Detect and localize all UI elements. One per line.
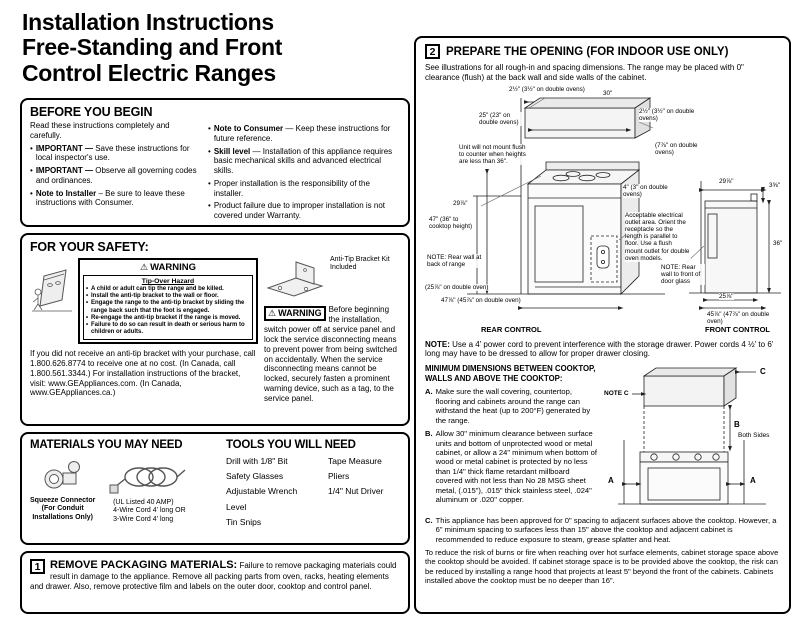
dim-label-double-oven-78: (7⅞" on double ovens) [655, 142, 701, 156]
flush-note-label: Unit will not mount flush to counter when heights are less than 36". [459, 144, 531, 166]
dim-label-front-29: 29⅞" [719, 177, 734, 185]
label-b: B [734, 420, 740, 429]
dim-label-cabinet-right: 2½" (3½" on double ovens) [639, 107, 695, 122]
materials-figures [30, 457, 226, 524]
before-heading: BEFORE YOU BEGIN [30, 105, 153, 119]
tool-item: Pliers [328, 471, 350, 482]
dim-label-25-depth: 25" (23" on double ovens) [479, 112, 523, 126]
power-cord-note-label: NOTE: [425, 339, 450, 349]
before-you-begin-section [20, 98, 410, 227]
before-item [30, 144, 200, 164]
tip-over-rule: • Install the anti-tip bracket to the wall or floor. [86, 293, 250, 300]
tool-item: Drill with 1/8" Bit [226, 456, 288, 466]
bullet-dot: • [208, 201, 211, 211]
dim-label-30: 30" [603, 89, 613, 97]
tip-over-row [30, 258, 258, 344]
title-line-1: Installation Instructions [22, 9, 274, 35]
dim-label-47-8: 47⅞" (45⅞" on double oven) [441, 297, 541, 304]
safety-heading: FOR YOUR SAFETY: [30, 240, 149, 254]
tools-list-primary [226, 456, 318, 532]
tools-heading: TOOLS YOU WILL NEED [226, 439, 356, 451]
front-control-caption: FRONT CONTROL [705, 324, 770, 334]
power-cord-note-text: Use a 4' power cord to prevent interference with the storage drawer. Power cords 4 ½' to 6' long may have to be dressed to allow for proper drawer closing. [425, 339, 774, 359]
tool-item: Safety Glasses [226, 471, 284, 482]
tip-over-rule: • Re-engage the anti-tip bracket if the range is moved. [86, 315, 250, 322]
dim-label-36: 36" [773, 239, 783, 247]
label-line: Squeeze Connector [30, 497, 96, 504]
tools-list-secondary [328, 456, 383, 532]
label-line: 3-Wire Cord 4' long [113, 515, 174, 523]
dim-label-cabinet-left: 2½" (3½" on double ovens) [509, 86, 589, 93]
item-body: Observe all governing codes and ordinances. [35, 166, 197, 185]
before-item-text [214, 147, 400, 176]
both-sides-label: Both Sides [738, 432, 776, 439]
before-item [208, 147, 400, 176]
item-body: — Keep these instructions for future reference. [213, 124, 391, 143]
item-lead: IMPORTANT — [35, 143, 93, 153]
before-item-text [36, 144, 200, 164]
min-dim-item-c [425, 516, 780, 544]
prepare-opening-intro: See illustrations for all rough-in and spacing dimensions. The range may be placed with 0" clearance (flush) at the back wall and side walls of the cabinet. [425, 63, 744, 82]
outlet-area-note: Acceptable electrical outlet area. Orient the receptacle so the length is parallel to floor. Use a flush mount outlet for double oven models. [625, 211, 690, 262]
min-dim-item-a [425, 387, 598, 425]
dim-label-rear-29: 29⅞" [453, 199, 468, 207]
warning-triangle-icon: ⚠ [140, 262, 149, 272]
warning-label-box [264, 306, 326, 321]
rear-wall-note: NOTE: Rear wall at back of range [427, 253, 482, 268]
before-item [208, 124, 400, 144]
prepare-opening-heading: PREPARE THE OPENING (FOR INDOOR USE ONLY) [446, 45, 729, 58]
safety-left-column [30, 256, 258, 404]
before-item-text [36, 189, 200, 209]
squeeze-connector-item [30, 457, 95, 522]
before-item [208, 201, 400, 221]
safety-right-column [264, 256, 400, 404]
before-item [30, 166, 200, 186]
remove-packaging-section [20, 551, 410, 614]
bullet-dot: • [208, 146, 211, 156]
power-cord-illustration [107, 457, 191, 497]
before-left-column [30, 121, 200, 221]
safety-section [20, 233, 410, 426]
tip-over-range-illustration [30, 258, 76, 316]
before-item-text: Product failure due to improper installation is not covered under Warranty. [213, 201, 386, 220]
item-lead: Note to Installer [35, 188, 97, 198]
before-item-text: Proper installation is the responsibility of the installer. [213, 178, 370, 198]
before-right-column [208, 121, 400, 221]
remove-packaging-heading: REMOVE PACKAGING MATERIALS: [50, 559, 238, 571]
minimum-dimensions-row [425, 364, 780, 512]
opening-diagrams [425, 86, 783, 338]
dim-label-45-8: 45⅞" (47⅞" on double oven) [707, 311, 783, 325]
anti-tip-bracket-label: Anti-Tip Bracket Kit Included [330, 256, 390, 272]
step-number-badge: 1 [30, 559, 45, 574]
label-a-right: A [750, 476, 756, 485]
tool-item: Tape Measure [328, 456, 382, 466]
before-columns [30, 121, 400, 221]
before-item-text [36, 166, 200, 186]
tools-column [226, 439, 400, 532]
bullet-dot: • [208, 124, 211, 133]
title-line-2: Free-Standing and Front [22, 34, 283, 61]
item-lead: Skill level [213, 146, 251, 156]
tool-item: Level [226, 501, 247, 512]
materials-tools-section [20, 432, 410, 545]
item-text: Make sure the wall covering, countertop, flooring and cabinets around the range can withstand the heat (up to 200°F) generated by the range. [435, 387, 591, 425]
dim-label-47-height: 47" (36" to cooktop height) [429, 215, 473, 230]
tools-lists [226, 456, 400, 532]
tip-over-rule: • A child or adult can tip the range and be killed. [86, 286, 250, 293]
squeeze-connector-label [30, 497, 95, 522]
before-item [30, 189, 200, 209]
remove-packaging-text: Failure to remove packaging materials could result in damage to the appliance. Remove all packing parts from oven, racks, heating elements and drawer. Also, remove protective film and labels on the outer door, cooktop and control panel. [30, 561, 397, 592]
before-item [208, 179, 400, 199]
item-letter: C. [425, 516, 433, 525]
minimum-dimensions-heading: MINIMUM DIMENSIONS BETWEEN COOKTOP, WALLS AND ABOVE THE COOKTOP: [425, 364, 596, 383]
bullet-dot: • [30, 143, 33, 153]
item-lead: IMPORTANT — [35, 166, 93, 175]
label-line: (UL Listed 40 AMP) [113, 499, 174, 506]
bullet-dot: • [30, 166, 33, 175]
power-cord-label [113, 499, 186, 524]
before-item-text [214, 124, 400, 144]
rear-control-caption: REAR CONTROL [481, 324, 542, 334]
page-title [22, 10, 282, 86]
dim-label-front-25: 25⅞" [719, 292, 734, 300]
tip-over-hazard-title: Tip-Over Hazard [141, 278, 195, 285]
dim-label-backsplash-3: 3⅝" [769, 181, 780, 189]
remove-packaging-paragraph [30, 559, 400, 592]
prepare-opening-section [414, 36, 791, 614]
item-letter: A. [425, 387, 433, 397]
tip-over-rules-list [86, 286, 250, 336]
warning-word: WARNING [278, 308, 322, 318]
tool-item: Adjustable Wrench [226, 486, 298, 497]
step-number-badge: 2 [425, 44, 440, 59]
bullet-dot: • [30, 188, 33, 198]
warning-header [83, 262, 253, 273]
prepare-opening-header [425, 44, 780, 59]
bullet-dot: • [208, 178, 211, 188]
label-c: C [760, 367, 766, 376]
dim-label-4-gap: 4" (3" on double ovens) [623, 184, 671, 198]
tip-over-inner-box [83, 275, 253, 340]
disconnect-warning [264, 305, 400, 404]
tip-over-rule: • Engage the range to the anti-tip bracket by sliding the range back such that the foot is engaged. [86, 300, 250, 314]
label-line: Installations Only) [32, 513, 94, 521]
power-cord-item [107, 457, 191, 524]
materials-tools-columns [30, 439, 400, 532]
min-dim-item-b [425, 429, 598, 504]
note-c-label: NOTE C [604, 390, 629, 397]
tip-over-rule: • Failure to do so can result in death or serious harm to children or adults. [86, 322, 250, 336]
dim-label-double-oven-25: (25⅞" on double oven) [425, 284, 497, 291]
disconnect-warning-text: Before beginning the installation, switch power off at service panel and lock the service disconnecting means to prevent power from being switched on accidentally. When the service disconnecting means cannot be locked, securely fasten a prominent warning device, such as a tag, to the service panel. [264, 305, 397, 404]
squeeze-connector-illustration [41, 457, 85, 495]
tool-item: Tin Snips [226, 516, 262, 527]
warning-word: WARNING [150, 262, 196, 273]
warning-triangle-icon: ⚠ [268, 308, 277, 319]
item-body: – Be sure to leave these instructions with Consumer. [35, 188, 185, 208]
item-text: Allow 30" minimum clearance between surface units and bottom of unprotected wood or metal cabinet, or allow a 24" minimum when bottom of wood or metal cabinet is protected by no less than 1/4" thick flame retardant millboard covered with not less than No 28 MSG sheet metal, (.015"), .015" thick stainless steel, .024" aluminum or .020" copper. [435, 429, 597, 504]
item-letter: B. [425, 429, 433, 439]
safety-columns [30, 256, 400, 404]
materials-column [30, 439, 226, 532]
closing-paragraph: To reduce the risk of burns or fire when reaching over hot surface elements, cabinet storage space above the cooktop should be avoided. If cabinet storage space is to be provided above the cooktop, the risk can be reduced by installing a range hood that projects at least 5" beyond the front of the cabinets. Cabinets installed above the cooktop must be no deeper than 16". [425, 548, 779, 585]
item-text: This appliance has been approved for 0" spacing to adjacent surfaces above the cooktop. However, a 6" minimum spacing to surfaces less than 15" above the cooktop and adjacent cabinet is recommended to reduce exposure to steam, grease splatter and heat. [435, 516, 777, 544]
tool-item: 1/4" Nut Driver [328, 486, 384, 497]
materials-heading: MATERIALS YOU MAY NEED [30, 439, 183, 451]
item-body: Save these instructions for local inspector's use. [35, 143, 190, 163]
tip-over-warning-box [78, 258, 258, 344]
label-line: (For Conduit [41, 505, 84, 513]
power-cord-note [425, 340, 780, 360]
item-body: — Installation of this appliance requires basic mechanical skills and advanced electrical skills. [213, 146, 393, 175]
no-bracket-paragraph: If you did not receive an anti-tip bracket with your purchase, call 1.800.626.8774 to receive one at no cost. (In Canada, call 1.800.561.3344.) For installation instructions of the bracket, visit: www.GEAppliances.com. (In Canada, www.GEAppliances.ca.) [30, 349, 256, 398]
label-line: 4-Wire Cord 4' long OR [113, 507, 186, 515]
anti-tip-bracket-illustration [264, 256, 326, 302]
minimum-dimensions-diagram [604, 364, 780, 512]
item-lead: Note to Consumer [213, 124, 284, 133]
title-line-3: Control Electric Ranges [22, 59, 276, 86]
label-a-left: A [608, 476, 614, 485]
anti-tip-bracket-figure [264, 256, 400, 302]
front-wall-note: NOTE: Rear wall to front of door glass [661, 264, 705, 286]
before-intro: Read these instructions completely and carefully. [30, 121, 170, 140]
minimum-dimensions-text-column [425, 364, 598, 512]
